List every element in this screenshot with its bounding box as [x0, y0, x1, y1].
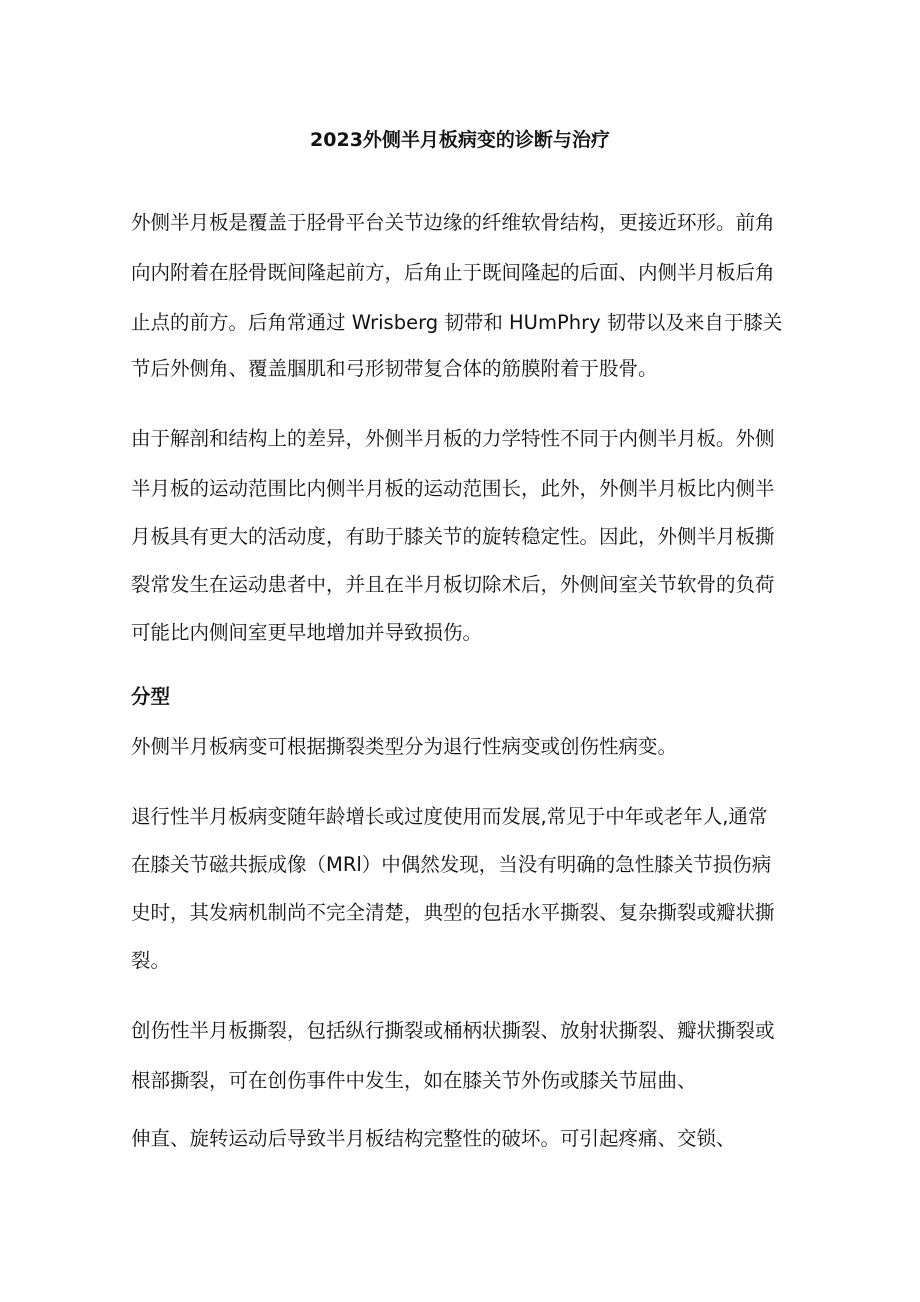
section-paragraph-2-line-4: 裂。 [131, 949, 171, 972]
section-paragraph-1-line-1: 外侧半月板病变可根据撕裂类型分为退行性病变或创伤性病变。 [131, 735, 678, 758]
section-paragraph-4-line-1: 伸直、旋转运动后导致半月板结构完整性的破坏。可引起疼痛、交锁、 [131, 1127, 736, 1150]
paragraph-2-line-5: 可能比内侧间室更早地增加并导致损伤。 [131, 621, 483, 644]
paragraph-1-line-4: 节后外侧角、覆盖腘肌和弓形韧带复合体的筋膜附着于股骨。 [131, 357, 658, 380]
paragraph-2-line-4: 裂常发生在运动患者中，并且在半月板切除术后，外侧间室关节软骨的负荷 [131, 573, 775, 596]
document-title: 2023外侧半月板病变的诊断与治疗 [310, 129, 610, 151]
paragraph-1-line-3: 止点的前方。后角常通过 Wrisberg 韧带和 HUmPhry 韧带以及来自于膝关 [131, 311, 783, 334]
paragraph-2-line-2: 半月板的运动范围比内侧半月板的运动范围长，此外，外侧半月板比内侧半 [131, 477, 775, 500]
paragraph-2-line-1: 由于解剖和结构上的差异，外侧半月板的力学特性不同于内侧半月板。外侧 [131, 427, 775, 450]
paragraph-1-line-1: 外侧半月板是覆盖于胫骨平台关节边缘的纤维软骨结构，更接近环形。前角 [131, 211, 775, 234]
section-heading: 分型 [131, 685, 171, 708]
paragraph-2-line-3: 月板具有更大的活动度，有助于膝关节的旋转稳定性。因此，外侧半月板撕 [131, 525, 775, 548]
section-paragraph-2-line-2: 在膝关节磁共振成像（MRl）中偶然发现，当没有明确的急性膝关节损伤病 [131, 853, 772, 876]
section-paragraph-2-line-1: 退行性半月板病变随年龄增长或过度使用而发展,常见于中年或老年人,通常 [131, 805, 768, 828]
section-paragraph-3-line-1: 创伤性半月板撕裂，包括纵行撕裂或桶柄状撕裂、放射状撕裂、瓣状撕裂或 [131, 1019, 775, 1042]
paragraph-1-line-2: 向内附着在胫骨既间隆起前方，后角止于既间隆起的后面、内侧半月板后角 [131, 261, 775, 284]
section-paragraph-3-line-2: 根部撕裂，可在创伤事件中发生，如在膝关节外伤或膝关节屈曲、 [131, 1069, 697, 1092]
section-paragraph-2-line-3: 史时，其发病机制尚不完全清楚，典型的包括水平撕裂、复杂撕裂或瓣状撕 [131, 901, 775, 924]
